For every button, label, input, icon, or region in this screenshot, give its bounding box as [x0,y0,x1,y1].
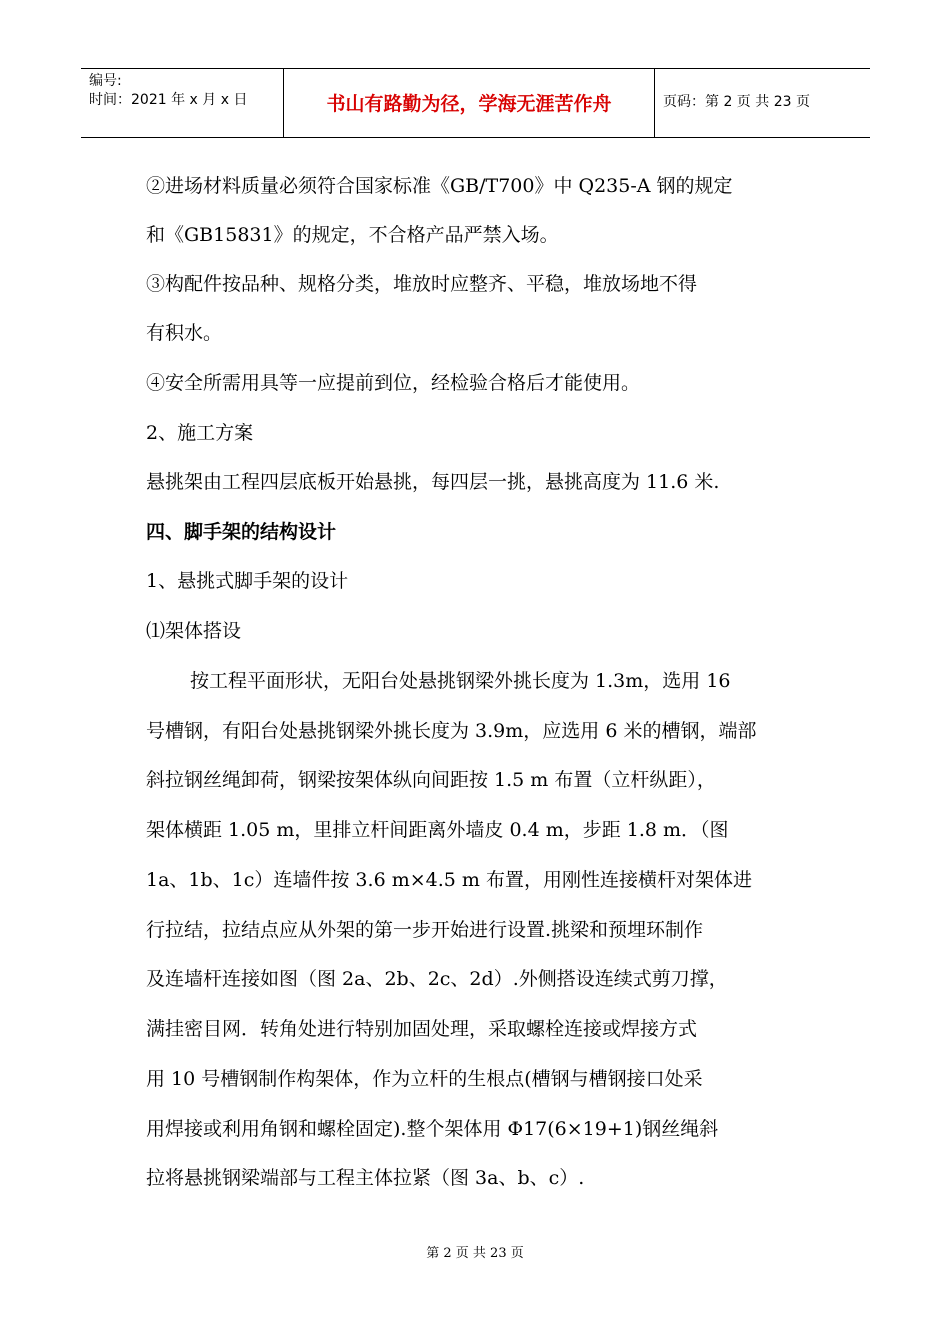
header-info-cell [81,69,284,137]
body-line: ②进场材料质量必须符合国家标准《GB/T700》中 Q235-A 钢的规定 [146,175,733,197]
document-header [81,68,870,138]
body-line: ③构配件按品种、规格分类，堆放时应整齐、平稳，堆放场地不得 [146,273,698,295]
section-heading: 1、悬挑式脚手架的设计 [146,570,349,592]
chapter-heading: 四、脚手架的结构设计 [146,521,337,543]
header-motto-cell [284,69,655,137]
header-page-info: 页码：第 2 页 共 23 页 [663,94,810,110]
body-line: 用 10 号槽钢制作构架体，作为立杆的生根点(槽钢与槽钢接口处采 [146,1068,703,1090]
section-heading: 2、施工方案 [146,422,254,444]
body-line: 1a、1b、1c）连墙件按 3.6 m×4.5 m 布置，用刚性连接横杆对架体进 [146,869,752,891]
document-number-label: 编号: [89,73,122,89]
body-line: 架体横距 1.05 m，里排立杆间距离外墙皮 0.4 m，步距 1.8 m．（图 [146,819,729,841]
body-line: ④安全所需用具等一应提前到位，经检验合格后才能使用。 [146,372,641,394]
page-footer: 第 2 页 共 23 页 [426,1246,524,1261]
body-line: 行拉结，拉结点应从外架的第一步开始进行设置.挑梁和预埋环制作 [146,919,704,941]
body-line: 按工程平面形状，无阳台处悬挑钢梁外挑长度为 1.3m，选用 16 [190,670,731,692]
body-line: 用焊接或利用角钢和螺栓固定).整个架体用 Φ17(6×19+1)钢丝绳斜 [146,1118,719,1140]
body-line: 斜拉钢丝绳卸荷，钢梁按架体纵向间距按 1.5 m 布置（立杆纵距）， [146,769,716,791]
body-line: 满挂密目网．转角处进行特别加固处理，采取螺栓连接或焊接方式 [146,1018,698,1040]
header-page-cell [655,69,870,137]
body-line: 及连墙杆连接如图（图 2a、2b、2c、2d）.外侧搭设连续式剪刀撑， [146,968,728,990]
body-line: 拉将悬挑钢梁端部与工程主体拉紧（图 3a、b、c）. [146,1167,585,1189]
document-time-label: 时间：2021 年 x 月 x 日 [89,92,248,108]
body-line: 悬挑架由工程四层底板开始悬挑，每四层一挑，悬挑高度为 11.6 米. [146,471,720,493]
body-line: 有积水。 [146,322,223,344]
header-motto: 书山有路勤为径，学海无涯苦作舟 [326,93,612,115]
subsection-heading: ⑴架体搭设 [146,620,242,642]
body-line: 和《GB15831》的规定，不合格产品严禁入场。 [146,224,559,246]
body-line: 号槽钢，有阳台处悬挑钢梁外挑长度为 3.9m，应选用 6 米的槽钢，端部 [146,720,757,742]
